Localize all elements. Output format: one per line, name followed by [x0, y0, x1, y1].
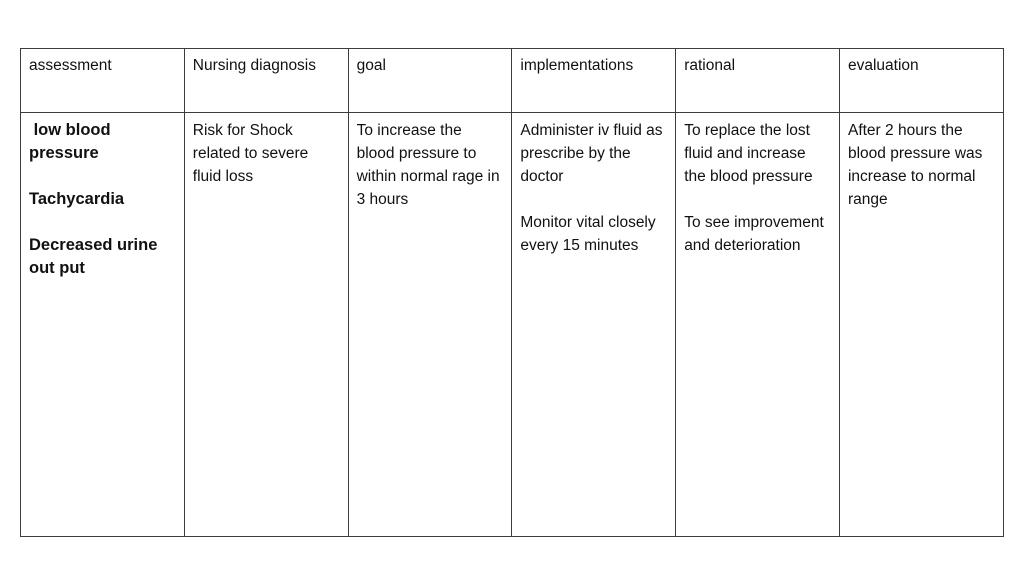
spacer — [29, 165, 176, 188]
spacer — [29, 211, 176, 234]
header-nursing-diagnosis: Nursing diagnosis — [184, 49, 348, 113]
header-row — [21, 49, 1004, 113]
assessment-low-blood-pressure: low blood pressure — [29, 121, 116, 162]
header-implementations: implementations — [512, 49, 676, 113]
table-header — [21, 49, 1004, 113]
header-evaluation: evaluation — [839, 49, 1003, 113]
spacer — [684, 188, 831, 211]
cell-nursing-diagnosis — [184, 113, 348, 537]
cell-implementations — [512, 113, 676, 537]
table-row — [21, 113, 1004, 537]
assessment-tachycardia: Tachycardia — [29, 190, 125, 208]
evaluation-text: After 2 hours the blood pressure was increase to normal range — [847, 122, 983, 208]
header-assessment: assessment — [21, 49, 185, 113]
spacer — [520, 188, 667, 211]
nursing-diagnosis-text: Risk for Shock related to severe fluid loss — [192, 122, 309, 185]
assessment-decreased-urine-output: Decreased urine out put — [29, 236, 158, 277]
cell-assessment — [21, 113, 185, 537]
rational-replace-fluid: To replace the lost fluid and increase the blood pressure — [684, 122, 813, 185]
implementation-monitor-vital: Monitor vital closely every 15 minutes — [520, 214, 656, 254]
header-goal: goal — [348, 49, 512, 113]
header-rational: rational — [676, 49, 840, 113]
rational-see-improvement: To see improvement and deterioration — [684, 214, 824, 254]
cell-rational — [676, 113, 840, 537]
cell-evaluation — [839, 113, 1003, 537]
implementation-iv-fluid: Administer iv fluid as prescribe by the doctor — [520, 122, 663, 185]
nursing-care-plan-table — [20, 48, 1004, 537]
cell-goal — [348, 113, 512, 537]
table-body — [21, 113, 1004, 537]
goal-text: To increase the blood pressure to within normal rage in 3 hours — [356, 122, 500, 208]
